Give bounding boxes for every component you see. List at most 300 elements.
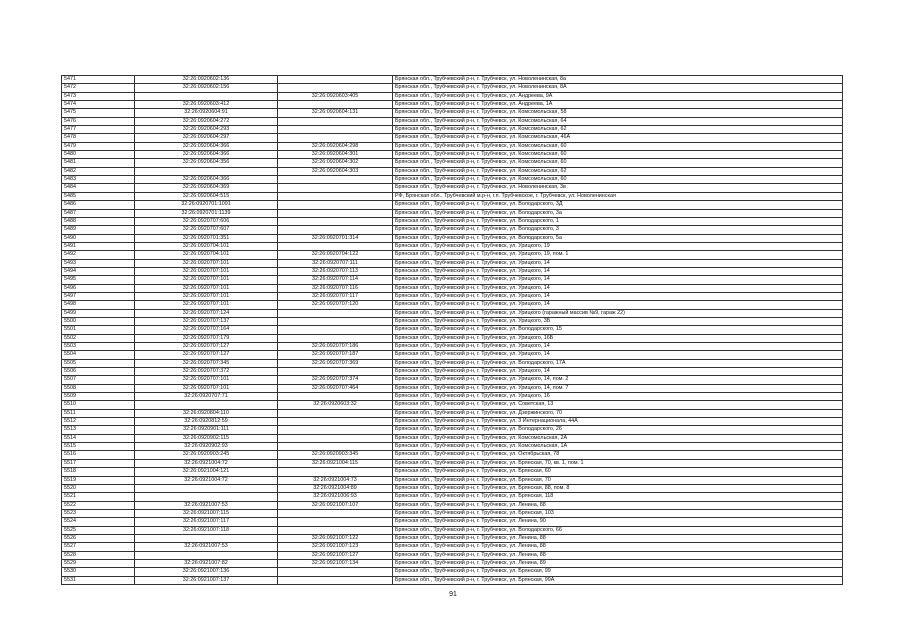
building-cadastral-number-cell [278, 393, 393, 401]
row-number-cell: 5506 [62, 368, 135, 376]
building-cadastral-number-cell: 32:26:0920604:301 [278, 151, 393, 159]
row-number-cell: 5480 [62, 151, 135, 159]
table-row [62, 309, 843, 317]
building-cadastral-number-cell: 32:26:0920707:114 [278, 276, 393, 284]
table-row [62, 351, 843, 359]
table-row [62, 234, 843, 242]
address-cell: Брянская обл., Трубчевский р-н, г. Трубчевск, ул. Брянская, 88, пом. 8 [393, 484, 843, 492]
address-cell: Брянская обл., Трубчевский р-н, г. Трубчевск, ул. Володарского, 17А [393, 359, 843, 367]
table-row [62, 251, 843, 259]
table-row [62, 484, 843, 492]
table-row [62, 317, 843, 325]
row-number-cell: 5495 [62, 276, 135, 284]
table-row [62, 176, 843, 184]
address-cell: Брянская обл., Трубчевский р-н, г. Трубчевск, ул. Урицкого, 14, пом. 2 [393, 376, 843, 384]
building-cadastral-number-cell: 32:26:0920603:32 [278, 401, 393, 409]
address-cell: Брянская обл., Трубчевский р-н, г. Трубчевск, ул. Володарского, 66 [393, 526, 843, 534]
building-cadastral-number-cell: 32:26:0921004:89 [278, 484, 393, 492]
table-row [62, 267, 843, 275]
row-number-cell: 5524 [62, 518, 135, 526]
building-cadastral-number-cell [278, 568, 393, 576]
address-cell: Брянская обл., Трубчевский р-н, г. Трубчевск, ул. Брянская, 118 [393, 493, 843, 501]
building-cadastral-number-cell [278, 418, 393, 426]
table-row [62, 534, 843, 542]
building-cadastral-number-cell [278, 409, 393, 417]
address-cell: Брянская обл., Трубчевский р-н, г. Трубчевск, ул. Урицкого, 16Б [393, 334, 843, 342]
building-cadastral-number-cell: 32:26:0921006:93 [278, 493, 393, 501]
address-cell: Брянская обл., Трубчевский р-н, г. Трубчевск, ул. Володарского, 3Д [393, 201, 843, 209]
row-number-cell: 5499 [62, 309, 135, 317]
parcel-cadastral-number-cell: 32:26:0920707:137 [135, 317, 278, 325]
table-row [62, 109, 843, 117]
table-row [62, 126, 843, 134]
row-number-cell: 5475 [62, 109, 135, 117]
address-cell: Брянская обл., Трубчевский р-н, г. Трубчевск, ул. Урицкого, 14 [393, 267, 843, 275]
row-number-cell: 5497 [62, 292, 135, 300]
row-number-cell: 5491 [62, 242, 135, 250]
parcel-cadastral-number-cell: 32:26:0920901:111 [135, 426, 278, 434]
row-number-cell: 5510 [62, 401, 135, 409]
parcel-cadastral-number-cell: 32:26:0920604:272 [135, 117, 278, 125]
table-row [62, 117, 843, 125]
row-number-cell: 5514 [62, 434, 135, 442]
parcel-cadastral-number-cell: 32:26:0920602:136 [135, 76, 278, 84]
table-row [62, 226, 843, 234]
row-number-cell: 5493 [62, 259, 135, 267]
address-cell: Брянская обл., Трубчевский р-н, г. Трубчевск, ул. Новоленинская, 3в [393, 184, 843, 192]
parcel-cadastral-number-cell: 32:26:0921007:53 [135, 543, 278, 551]
building-cadastral-number-cell: 32:26:0920707:464 [278, 384, 393, 392]
building-cadastral-number-cell: 32:26:0920603:405 [278, 92, 393, 100]
address-cell: Брянская обл., Трубчевский р-н, г. Трубчевск, ул. Урицкого, 14 [393, 343, 843, 351]
parcel-cadastral-number-cell: 32:26:0920604:515 [135, 192, 278, 200]
table-row [62, 518, 843, 526]
building-cadastral-number-cell: 32:26:0921007:107 [278, 501, 393, 509]
building-cadastral-number-cell [278, 76, 393, 84]
parcel-cadastral-number-cell: 32:26:0920707:101 [135, 267, 278, 275]
row-number-cell: 5508 [62, 384, 135, 392]
row-number-cell: 5512 [62, 418, 135, 426]
address-cell: Брянская обл., Трубчевский р-н, г. Трубчевск, ул. Комсомольская, 60 [393, 176, 843, 184]
building-cadastral-number-cell: 32:26:0920604:298 [278, 142, 393, 150]
parcel-cadastral-number-cell: 32:26:0920604:366 [135, 176, 278, 184]
parcel-cadastral-number-cell: 32:26:0920701:351 [135, 234, 278, 242]
page-number: 91 [449, 591, 457, 598]
parcel-cadastral-number-cell: 32:26:0920707:71 [135, 393, 278, 401]
parcel-cadastral-number-cell: 32:26:0920604:369 [135, 184, 278, 192]
building-cadastral-number-cell [278, 117, 393, 125]
address-cell: Брянская обл., Трубчевский р-н, г. Трубчевск, ул. Урицкого, 14 [393, 368, 843, 376]
table-row [62, 276, 843, 284]
address-cell: Брянская обл., Трубчевский р-н, г. Трубчевск, ул. Урицкого, 14 [393, 301, 843, 309]
table-row [62, 501, 843, 509]
building-cadastral-number-cell [278, 126, 393, 134]
building-cadastral-number-cell: 32:26:0921007:123 [278, 543, 393, 551]
building-cadastral-number-cell [278, 209, 393, 217]
row-number-cell: 5507 [62, 376, 135, 384]
row-number-cell: 5477 [62, 126, 135, 134]
address-cell: Брянская обл., Трубчевский р-н, г. Трубчевск, ул. Урицкого, 16 [393, 393, 843, 401]
parcel-cadastral-number-cell: 32:26:0921007:117 [135, 518, 278, 526]
building-cadastral-number-cell: 32:26:0921004:73 [278, 476, 393, 484]
parcel-cadastral-number-cell: 32:26:0920604:356 [135, 159, 278, 167]
row-number-cell: 5518 [62, 468, 135, 476]
building-cadastral-number-cell: 32:26:0920707:120 [278, 301, 393, 309]
building-cadastral-number-cell [278, 134, 393, 142]
table-row [62, 493, 843, 501]
building-cadastral-number-cell: 32:26:0920604:302 [278, 159, 393, 167]
address-cell: Брянская обл., Трубчевский р-н, г. Трубчевск, ул. Володарского, 5а [393, 234, 843, 242]
address-cell: Брянская обл., Трубчевский р-н, г. Трубчевск, ул. Комсомольская, 58 [393, 109, 843, 117]
address-cell: Брянская обл., Трубчевский р-н, г. Трубчевск, ул. Брянская, 103 [393, 509, 843, 517]
row-number-cell: 5487 [62, 209, 135, 217]
table-row [62, 284, 843, 292]
building-cadastral-number-cell: 32:26:0920707:374 [278, 376, 393, 384]
parcel-cadastral-number-cell: 32:26:0920707:101 [135, 301, 278, 309]
table-row [62, 142, 843, 150]
address-cell: Брянская обл., Трубчевский р-н, г. Трубчевск, ул. Комсомольская, 62 [393, 126, 843, 134]
parcel-cadastral-number-cell: 32:26:0920707:101 [135, 292, 278, 300]
address-cell: Брянская обл., Трубчевский р-н, г. Трубчевск, ул. Дзержинского, 70 [393, 409, 843, 417]
table-row [62, 242, 843, 250]
address-cell: Брянская обл., Трубчевский р-н, г. Трубчевск, ул. Урицкого, 14 [393, 284, 843, 292]
table-row [62, 326, 843, 334]
parcel-cadastral-number-cell: 32:26:0921004:121 [135, 468, 278, 476]
row-number-cell: 5519 [62, 476, 135, 484]
table-row [62, 426, 843, 434]
building-cadastral-number-cell [278, 176, 393, 184]
row-number-cell: 5503 [62, 343, 135, 351]
address-cell: Брянская обл., Трубчевский р-н, г. Трубчевск, ул. Советская, 13 [393, 401, 843, 409]
parcel-cadastral-number-cell: 32:26:0920707:101 [135, 284, 278, 292]
parcel-cadastral-number-cell: 32:26:0920707:124 [135, 309, 278, 317]
building-cadastral-number-cell [278, 509, 393, 517]
address-cell: Брянская обл., Трубчевский р-н, г. Трубчевск, ул. 3 Интернационала, 44А [393, 418, 843, 426]
parcel-cadastral-number-cell: 32:26:0920812:59 [135, 418, 278, 426]
parcel-cadastral-number-cell: 32:26:0921007:136 [135, 568, 278, 576]
table-row [62, 292, 843, 300]
row-number-cell: 5504 [62, 351, 135, 359]
row-number-cell: 5472 [62, 84, 135, 92]
table-row [62, 568, 843, 576]
address-cell: Брянская обл., Трубчевский р-н, г. Трубчевск, ул. Комсомольская, 60 [393, 151, 843, 159]
table-row [62, 418, 843, 426]
row-number-cell: 5500 [62, 317, 135, 325]
address-cell: Брянская обл., Трубчевский р-н, г. Трубчевск, ул. Володарского, 3 [393, 226, 843, 234]
row-number-cell: 5486 [62, 201, 135, 209]
building-cadastral-number-cell: 32:26:0920707:117 [278, 292, 393, 300]
row-number-cell: 5531 [62, 576, 135, 584]
table-row [62, 368, 843, 376]
parcel-cadastral-number-cell: 32:26:0921007:82 [135, 559, 278, 567]
table-row [62, 376, 843, 384]
parcel-cadastral-number-cell: 32:26:0920804:110 [135, 409, 278, 417]
address-cell: Брянская обл., Трубчевский р-н, г. Трубчевск, ул. Брянская, 70, кв. 1, пом. 1 [393, 459, 843, 467]
building-cadastral-number-cell [278, 226, 393, 234]
building-cadastral-number-cell [278, 518, 393, 526]
table-row [62, 259, 843, 267]
building-cadastral-number-cell: 32:26:0921007:122 [278, 534, 393, 542]
address-cell: Брянская обл., Трубчевский р-н, г. Трубчевск, ул. Урицкого, 19 [393, 242, 843, 250]
building-cadastral-number-cell: 32:26:0920604:303 [278, 167, 393, 175]
address-cell: Брянская обл., Трубчевский р-н, г. Трубчевск, ул. Володарского, 3а [393, 209, 843, 217]
building-cadastral-number-cell [278, 309, 393, 317]
parcel-cadastral-number-cell: 32:26:0920707:101 [135, 276, 278, 284]
address-cell: Брянская обл., Трубчевский р-н, г. Трубчевск, ул. Урицкого, 14 [393, 292, 843, 300]
row-number-cell: 5515 [62, 443, 135, 451]
table-row [62, 301, 843, 309]
building-cadastral-number-cell [278, 326, 393, 334]
building-cadastral-number-cell [278, 576, 393, 584]
table-row [62, 443, 843, 451]
table-row [62, 134, 843, 142]
table-row [62, 192, 843, 200]
parcel-cadastral-number-cell: 32:26:0921007:118 [135, 526, 278, 534]
parcel-cadastral-number-cell: 32:26:0921004:72 [135, 459, 278, 467]
property-registry-table [61, 75, 843, 585]
address-cell: Брянская обл., Трубчевский р-н, г. Трубчевск, ул. Андреева, 1А [393, 101, 843, 109]
address-cell: Брянская обл., Трубчевский р-н, г. Трубчевск, ул. Ленина, 89 [393, 559, 843, 567]
parcel-cadastral-number-cell: 32:26:0920707:179 [135, 334, 278, 342]
building-cadastral-number-cell [278, 201, 393, 209]
row-number-cell: 5482 [62, 167, 135, 175]
table-row [62, 159, 843, 167]
row-number-cell: 5501 [62, 326, 135, 334]
table-row [62, 101, 843, 109]
address-cell: Брянская обл., Трубчевский р-н, г. Трубчевск, ул. Ленина, 88 [393, 543, 843, 551]
row-number-cell: 5484 [62, 184, 135, 192]
address-cell: Брянская обл., Трубчевский р-н, г. Трубчевск, ул. Ленина, 88 [393, 501, 843, 509]
address-cell: Брянская обл., Трубчевский р-н, г. Трубчевск, ул. Урицкого, 19, пом. 1 [393, 251, 843, 259]
address-cell: Брянская обл., Трубчевский р-н, г. Трубчевск, ул. Комсомольская, 46А [393, 134, 843, 142]
parcel-cadastral-number-cell: 32:26:0920707:607 [135, 226, 278, 234]
parcel-cadastral-number-cell: 32:26:0920704:101 [135, 251, 278, 259]
parcel-cadastral-number-cell: 32:26:0921004:72 [135, 476, 278, 484]
address-cell: Брянская обл., Трубчевский р-н, г. Трубчевск, ул. Володарского, 15 [393, 326, 843, 334]
parcel-cadastral-number-cell: 32:26:0920707:127 [135, 343, 278, 351]
building-cadastral-number-cell: 32:26:0920707:116 [278, 284, 393, 292]
row-number-cell: 5528 [62, 551, 135, 559]
parcel-cadastral-number-cell: 32:26:0920701:1139 [135, 209, 278, 217]
row-number-cell: 5502 [62, 334, 135, 342]
address-cell: Брянская обл., Трубчевский р-н, г. Трубчевск, ул. Володарского, 1 [393, 217, 843, 225]
address-cell: Брянская обл., Трубчевский р-н, г. Трубчевск, ул. Комсомольская, 64 [393, 117, 843, 125]
address-cell: Брянская обл., Трубчевский р-н, г. Трубчевск, ул. Комсомольская, 2А [393, 434, 843, 442]
parcel-cadastral-number-cell [135, 534, 278, 542]
building-cadastral-number-cell: 32:26:0920903:345 [278, 451, 393, 459]
table-row [62, 468, 843, 476]
row-number-cell: 5529 [62, 559, 135, 567]
row-number-cell: 5481 [62, 159, 135, 167]
row-number-cell: 5496 [62, 284, 135, 292]
address-cell: Брянская обл., Трубчевский р-н, г. Трубчевск, ул. Брянская, 60 [393, 468, 843, 476]
parcel-cadastral-number-cell [135, 92, 278, 100]
table-row [62, 92, 843, 100]
row-number-cell: 5490 [62, 234, 135, 242]
row-number-cell: 5525 [62, 526, 135, 534]
row-number-cell: 5473 [62, 92, 135, 100]
building-cadastral-number-cell [278, 434, 393, 442]
row-number-cell: 5521 [62, 493, 135, 501]
row-number-cell: 5517 [62, 459, 135, 467]
parcel-cadastral-number-cell [135, 484, 278, 492]
address-cell: Брянская обл., Трубчевский р-н, г. Трубчевск, ул. Новоленинская, 8а [393, 76, 843, 84]
address-cell: Брянская обл., Трубчевский р-н, г. Трубчевск, ул. Урицкого, 14 [393, 276, 843, 284]
row-number-cell: 5494 [62, 267, 135, 275]
address-cell: Брянская обл., Трубчевский р-н, г. Трубчевск, ул. Урицкого, 3Б [393, 317, 843, 325]
row-number-cell: 5511 [62, 409, 135, 417]
building-cadastral-number-cell [278, 368, 393, 376]
address-cell: Брянская обл., Трубчевский р-н, г. Трубчевск, ул. Урицкого, 14 [393, 259, 843, 267]
table-row [62, 559, 843, 567]
table-row [62, 476, 843, 484]
parcel-cadastral-number-cell: 32:26:0920902:115 [135, 434, 278, 442]
table-row [62, 459, 843, 467]
row-number-cell: 5479 [62, 142, 135, 150]
table-row [62, 401, 843, 409]
row-number-cell: 5509 [62, 393, 135, 401]
parcel-cadastral-number-cell [135, 401, 278, 409]
address-cell: Брянская обл., Трубчевский р-н, г. Трубчевск, ул. Комсомольская, 1А [393, 443, 843, 451]
table-row [62, 343, 843, 351]
parcel-cadastral-number-cell: 32:26:0920604:366 [135, 142, 278, 150]
row-number-cell: 5526 [62, 534, 135, 542]
table-row [62, 151, 843, 159]
parcel-cadastral-number-cell: 32:26:0920707:127 [135, 351, 278, 359]
building-cadastral-number-cell: 32:26:0921007:134 [278, 559, 393, 567]
address-cell: Брянская обл., Трубчевский р-н, г. Трубчевск, ул. Брянская, 70 [393, 476, 843, 484]
parcel-cadastral-number-cell: 32:26:0920707:164 [135, 326, 278, 334]
table-row [62, 217, 843, 225]
parcel-cadastral-number-cell: 32:26:0920707:101 [135, 376, 278, 384]
address-cell: Брянская обл., Трубчевский р-н, г. Трубчевск, ул. Брянская, 99 [393, 568, 843, 576]
parcel-cadastral-number-cell: 32:26:0921007:115 [135, 509, 278, 517]
address-cell: Брянская обл., Трубчевский р-н, г. Трубчевск, ул. Урицкого (гаражный массив №9, гараж 22) [393, 309, 843, 317]
building-cadastral-number-cell [278, 101, 393, 109]
row-number-cell: 5492 [62, 251, 135, 259]
building-cadastral-number-cell [278, 242, 393, 250]
row-number-cell: 5489 [62, 226, 135, 234]
row-number-cell: 5527 [62, 543, 135, 551]
address-cell: Брянская обл., Трубчевский р-н, г. Трубчевск, ул. Комсомольская, 60 [393, 159, 843, 167]
address-cell: Брянская обл., Трубчевский р-н, г. Трубчевск, ул. Комсомольская, 62 [393, 167, 843, 175]
address-cell: Брянская обл., Трубчевский р-н, г. Трубчевск, ул. Ленина, 88 [393, 534, 843, 542]
table-row [62, 409, 843, 417]
row-number-cell: 5474 [62, 101, 135, 109]
table-row [62, 393, 843, 401]
address-cell: Брянская обл., Трубчевский р-н, г. Трубчевск, ул. Андреева, 9А [393, 92, 843, 100]
parcel-cadastral-number-cell: 32:26:0920903:245 [135, 451, 278, 459]
table-row [62, 384, 843, 392]
parcel-cadastral-number-cell: 32:26:0920707:606 [135, 217, 278, 225]
parcel-cadastral-number-cell: 32:26:0920707:101 [135, 384, 278, 392]
building-cadastral-number-cell [278, 426, 393, 434]
row-number-cell: 5488 [62, 217, 135, 225]
parcel-cadastral-number-cell: 32:26:0920707:372 [135, 368, 278, 376]
address-cell: РФ, Брянская обл., Трубчевский м.р-н, г.п. Трубчевское, г. Трубчевск, ул. Новоленинская [393, 192, 843, 200]
row-number-cell: 5522 [62, 501, 135, 509]
row-number-cell: 5516 [62, 451, 135, 459]
building-cadastral-number-cell: 32:26:0920604:131 [278, 109, 393, 117]
table-row [62, 184, 843, 192]
parcel-cadastral-number-cell [135, 551, 278, 559]
building-cadastral-number-cell: 32:26:0920707:187 [278, 351, 393, 359]
parcel-cadastral-number-cell: 32:26:0920604:366 [135, 151, 278, 159]
building-cadastral-number-cell: 32:26:0920704:122 [278, 251, 393, 259]
address-cell: Брянская обл., Трубчевский р-н, г. Трубчевск, ул. Урицкого, 14, пом. 7 [393, 384, 843, 392]
building-cadastral-number-cell: 32:26:0920701:314 [278, 234, 393, 242]
table-row [62, 451, 843, 459]
table-row [62, 576, 843, 584]
row-number-cell: 5471 [62, 76, 135, 84]
table-row [62, 543, 843, 551]
address-cell: Брянская обл., Трубчевский р-н, г. Трубчевск, ул. Ленина, 88 [393, 551, 843, 559]
table-row [62, 334, 843, 342]
parcel-cadastral-number-cell: 32:26:0920701:1091 [135, 201, 278, 209]
building-cadastral-number-cell: 32:26:0920707:113 [278, 267, 393, 275]
building-cadastral-number-cell [278, 526, 393, 534]
parcel-cadastral-number-cell [135, 167, 278, 175]
building-cadastral-number-cell: 32:26:0920707:186 [278, 343, 393, 351]
row-number-cell: 5483 [62, 176, 135, 184]
address-cell: Брянская обл., Трубчевский р-н, г. Трубчевск, ул. Брянская, 99А [393, 576, 843, 584]
row-number-cell: 5476 [62, 117, 135, 125]
table-row [62, 509, 843, 517]
table-row [62, 526, 843, 534]
parcel-cadastral-number-cell: 32:26:0920707:101 [135, 259, 278, 267]
table-row [62, 359, 843, 367]
building-cadastral-number-cell [278, 468, 393, 476]
table-row [62, 167, 843, 175]
parcel-cadastral-number-cell: 32:26:0920604:91 [135, 109, 278, 117]
table-row [62, 434, 843, 442]
row-number-cell: 5478 [62, 134, 135, 142]
row-number-cell: 5520 [62, 484, 135, 492]
address-cell: Брянская обл., Трубчевский р-н, г. Трубчевск, ул. Ленина, 90 [393, 518, 843, 526]
address-cell: Брянская обл., Трубчевский р-н, г. Трубчевск, ул. Комсомольская, 60 [393, 142, 843, 150]
building-cadastral-number-cell [278, 192, 393, 200]
building-cadastral-number-cell: 32:26:0920707:369 [278, 359, 393, 367]
table-row [62, 551, 843, 559]
parcel-cadastral-number-cell [135, 493, 278, 501]
address-cell: Брянская обл., Трубчевский р-н, г. Трубчевск, ул. Урицкого, 14 [393, 351, 843, 359]
building-cadastral-number-cell [278, 184, 393, 192]
building-cadastral-number-cell [278, 334, 393, 342]
address-cell: Брянская обл., Трубчевский р-н, г. Трубчевск, ул. Новоленинская, 8А [393, 84, 843, 92]
row-number-cell: 5530 [62, 568, 135, 576]
parcel-cadastral-number-cell: 32:26:0921007:53 [135, 501, 278, 509]
parcel-cadastral-number-cell: 32:26:0920602:156 [135, 84, 278, 92]
table-row [62, 76, 843, 84]
parcel-cadastral-number-cell: 32:26:0921007:137 [135, 576, 278, 584]
parcel-cadastral-number-cell: 32:26:0920902:93 [135, 443, 278, 451]
building-cadastral-number-cell [278, 217, 393, 225]
row-number-cell: 5505 [62, 359, 135, 367]
building-cadastral-number-cell [278, 317, 393, 325]
table-row [62, 209, 843, 217]
row-number-cell: 5513 [62, 426, 135, 434]
parcel-cadastral-number-cell: 32:26:0920603:412 [135, 101, 278, 109]
table-body [62, 76, 843, 585]
parcel-cadastral-number-cell: 32:26:0920604:297 [135, 134, 278, 142]
parcel-cadastral-number-cell: 32:26:0920604:293 [135, 126, 278, 134]
building-cadastral-number-cell: 32:26:0921007:127 [278, 551, 393, 559]
row-number-cell: 5523 [62, 509, 135, 517]
parcel-cadastral-number-cell: 32:26:0920704:101 [135, 242, 278, 250]
row-number-cell: 5498 [62, 301, 135, 309]
parcel-cadastral-number-cell: 32:26:0920707:345 [135, 359, 278, 367]
address-cell: Брянская обл., Трубчевский р-н, г. Трубчевск, ул. Володарского, 26 [393, 426, 843, 434]
